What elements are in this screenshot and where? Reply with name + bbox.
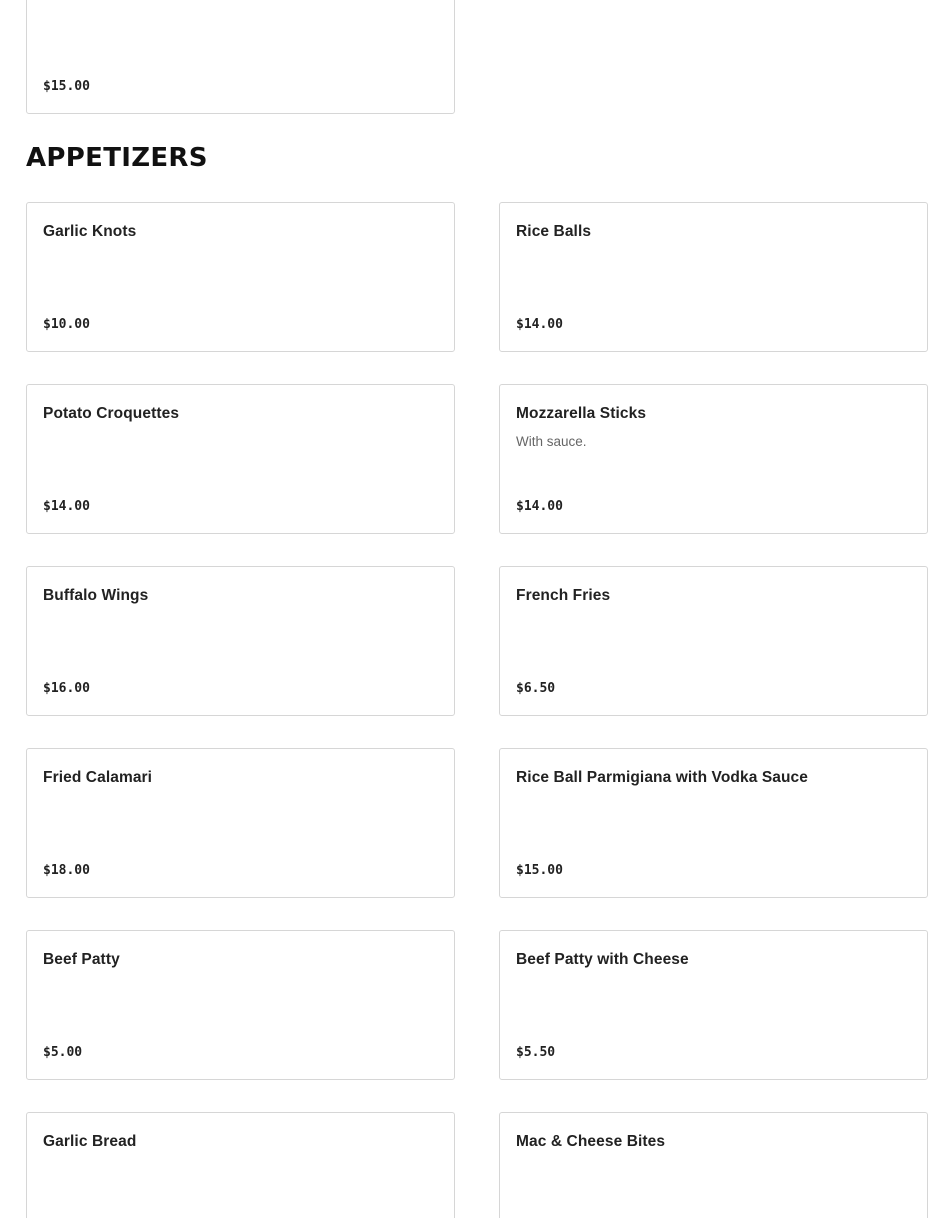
menu-item-description: With sauce. bbox=[516, 434, 587, 449]
menu-item-card[interactable] bbox=[26, 1112, 455, 1218]
menu-item-card[interactable] bbox=[499, 202, 928, 352]
menu-item-price: $5.50 bbox=[516, 1045, 556, 1060]
menu-item-price: $5.00 bbox=[43, 1045, 83, 1060]
menu-item-name: Mozzarella Sticks bbox=[516, 405, 647, 422]
menu-item-card[interactable] bbox=[26, 384, 455, 534]
menu-item-name: Buffalo Wings bbox=[43, 587, 149, 604]
menu-item-name: Fried Calamari bbox=[43, 769, 153, 786]
menu-item-card[interactable] bbox=[499, 384, 928, 534]
menu-item-price: $15.00 bbox=[516, 863, 563, 878]
menu-item-card[interactable] bbox=[499, 748, 928, 898]
menu-item-card[interactable] bbox=[26, 748, 455, 898]
menu-item-name: Rice Balls bbox=[516, 223, 592, 240]
menu-item-name: Beef Patty with Cheese bbox=[516, 951, 689, 968]
menu-item-price: $18.00 bbox=[43, 863, 90, 878]
menu-item-name: Beef Patty bbox=[43, 951, 120, 968]
menu-item-card[interactable] bbox=[499, 566, 928, 716]
menu-item-card[interactable] bbox=[499, 930, 928, 1080]
menu-item-card[interactable] bbox=[26, 202, 455, 352]
menu-item-price: $10.00 bbox=[43, 317, 90, 332]
section-title: APPETIZERS bbox=[26, 143, 208, 173]
menu-item-name: Potato Croquettes bbox=[43, 405, 180, 422]
menu-item-card[interactable] bbox=[26, 930, 455, 1080]
menu-item-name: French Fries bbox=[516, 587, 611, 604]
menu-item-name: Rice Ball Parmigiana with Vodka Sauce bbox=[516, 769, 808, 786]
menu-item-card[interactable] bbox=[499, 1112, 928, 1218]
menu-item-price: $14.00 bbox=[516, 499, 563, 514]
menu-item-name: Mac & Cheese Bites bbox=[516, 1133, 666, 1150]
menu-item-price: $16.00 bbox=[43, 681, 90, 696]
menu-item-price: $14.00 bbox=[43, 499, 90, 514]
menu-item-name: Garlic Knots bbox=[43, 223, 137, 240]
menu-item-card[interactable] bbox=[26, 0, 455, 114]
menu-item-card[interactable] bbox=[26, 566, 455, 716]
menu-item-price: $15.00 bbox=[43, 79, 90, 94]
menu-item-name: Garlic Bread bbox=[43, 1133, 137, 1150]
menu-item-price: $14.00 bbox=[516, 317, 563, 332]
menu-item-price: $6.50 bbox=[516, 681, 556, 696]
